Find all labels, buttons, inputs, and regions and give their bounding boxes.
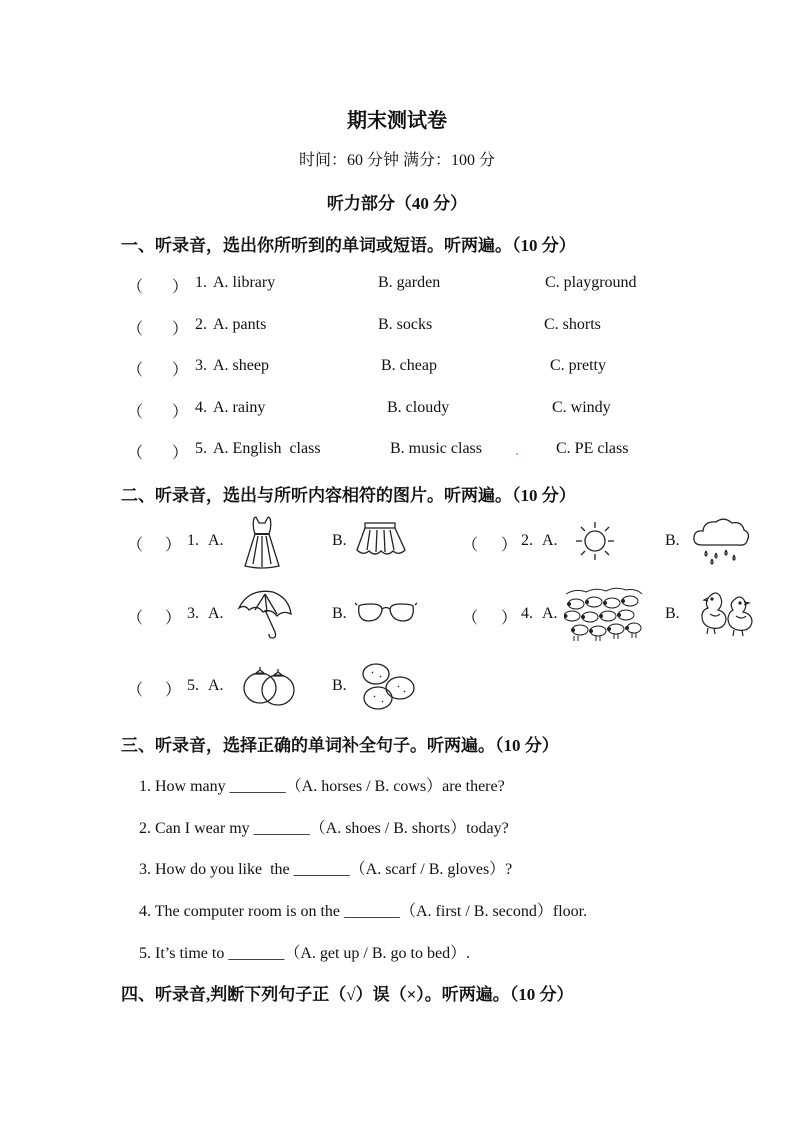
stray-mark: . [515, 442, 519, 459]
page-title: 期末测试卷 [347, 110, 447, 132]
question-number: 4. [195, 399, 207, 416]
sentence-3: 3. How do you like the _______（A. scarf / B. gloves）? [139, 861, 513, 878]
option-a-label: A. [208, 532, 224, 549]
answer-paren-open: （ [127, 279, 144, 296]
option-c: C. pretty [550, 357, 606, 374]
option-a-label: A. [208, 677, 224, 694]
chickens-icon [698, 588, 756, 640]
answer-paren-close: ） [172, 362, 189, 379]
option-c: C. PE class [556, 440, 629, 457]
part-title: 听力部分（40 分） [326, 194, 468, 213]
option-a-label: A. [542, 532, 558, 549]
option-a: A. pants [213, 316, 267, 333]
potatoes-icon [358, 660, 418, 712]
section-3-heading: 三、听录音，选择正确的单词补全句子。听两遍。（10 分） [121, 736, 559, 755]
answer-paren-close: ） [172, 445, 189, 462]
option-a-label: A. [542, 605, 558, 622]
option-a: A. sheep [213, 357, 269, 374]
exam-time-score: 时间：60 分钟 满分：100 分 [298, 152, 495, 169]
option-b-label: B. [332, 532, 347, 549]
section-4-heading: 四、听录音,判断下列句子正（√）误（×）。听两遍。（10 分） [121, 985, 574, 1004]
question-number: 5. [187, 677, 199, 694]
answer-paren-open: （ [127, 362, 144, 379]
option-b-label: B. [332, 677, 347, 694]
sunglasses-icon [355, 598, 417, 628]
dress-icon [240, 514, 284, 570]
answer-paren-close: ） [172, 404, 189, 421]
option-a-label: A. [208, 605, 224, 622]
option-b-label: B. [665, 532, 680, 549]
answer-paren-close: ） [165, 610, 182, 627]
question-number: 3. [187, 605, 199, 622]
answer-paren-close: ） [172, 321, 189, 338]
sentence-1: 1. How many _______（A. horses / B. cows）are there? [139, 778, 505, 795]
umbrella-icon [235, 586, 295, 642]
option-b-label: B. [332, 605, 347, 622]
option-a: A. library [213, 274, 276, 291]
question-number: 3. [195, 357, 207, 374]
answer-paren-open: （ [127, 537, 144, 554]
question-number: 1. [195, 274, 207, 291]
rain-cloud-icon [690, 515, 752, 567]
answer-paren-close: ） [165, 537, 182, 554]
option-a: A. English class [213, 440, 321, 457]
sentence-2: 2. Can I wear my _______（A. shoes / B. shorts）today? [139, 820, 509, 837]
answer-paren-open: （ [462, 610, 479, 627]
answer-paren-close: ） [165, 682, 182, 699]
answer-paren-close: ） [172, 279, 189, 296]
answer-paren-close: ） [501, 610, 518, 627]
option-b: B. socks [378, 316, 433, 333]
option-b-label: B. [665, 605, 680, 622]
question-number: 2. [195, 316, 207, 333]
sheep-flock-icon [564, 586, 644, 644]
option-c: C. windy [552, 399, 611, 416]
option-c: C. shorts [544, 316, 601, 333]
question-number: 4. [521, 605, 533, 622]
option-b: B. garden [378, 274, 441, 291]
answer-paren-open: （ [127, 610, 144, 627]
question-number: 2. [521, 532, 533, 549]
question-number: 1. [187, 532, 199, 549]
answer-paren-open: （ [127, 682, 144, 699]
sentence-4: 4. The computer room is on the _______（A. first / B. second）floor. [139, 903, 588, 920]
sun-icon [574, 520, 616, 562]
option-b: B. cloudy [387, 399, 450, 416]
tomatoes-icon [240, 664, 298, 708]
option-b: B. cheap [381, 357, 437, 374]
section-2-heading: 二、听录音，选出与所听内容相符的图片。听两遍。（10 分） [121, 486, 576, 505]
skirt-icon [353, 520, 409, 560]
answer-paren-open: （ [462, 537, 479, 554]
question-number: 5. [195, 440, 207, 457]
answer-paren-close: ） [501, 537, 518, 554]
sentence-5: 5. It’s time to _______（A. get up / B. go to bed）. [139, 945, 471, 962]
answer-paren-open: （ [127, 445, 144, 462]
option-b: B. music class [390, 440, 482, 457]
answer-paren-open: （ [127, 404, 144, 421]
option-c: C. playground [545, 274, 637, 291]
option-a: A. rainy [213, 399, 266, 416]
answer-paren-open: （ [127, 321, 144, 338]
section-1-heading: 一、听录音，选出你所听到的单词或短语。听两遍。（10 分） [121, 236, 576, 255]
